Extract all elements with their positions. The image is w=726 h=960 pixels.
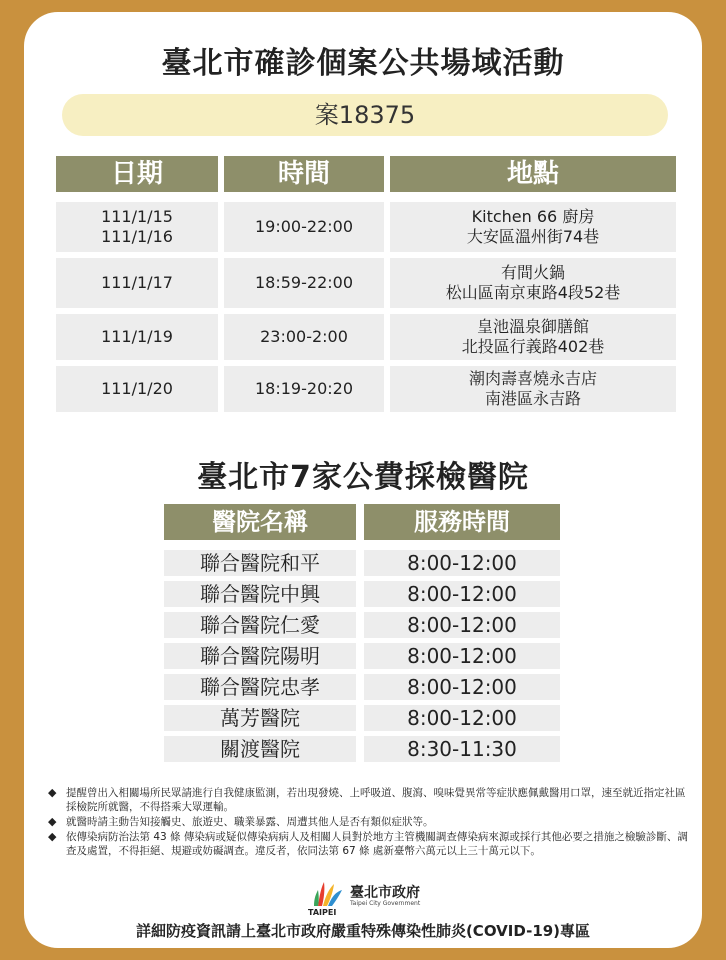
hospital-name-cell: 關渡醫院 [164,736,356,762]
hospital-name-cell: 萬芳醫院 [164,705,356,731]
table-row-date: 111/1/17 [56,258,218,308]
note-text: 提醒曾出入相關場所民眾請進行自我健康監測，若出現發燒、上呼吸道、腹瀉、嗅味覺異常等症狀應佩戴醫用口罩，速至就近指定社區採檢院所就醫，不得搭乘大眾運輸。 [66,787,686,813]
page-title: 臺北市確診個案公共場域活動 [161,46,565,81]
service-hours-cell: 8:00-12:00 [364,612,560,638]
place-address: 南港區永吉路 [484,389,581,408]
hospital-name-cell: 聯合醫院陽明 [164,643,356,669]
hospital-name-cell: 聯合醫院中興 [164,581,356,607]
header-date: 日期 [56,156,218,192]
hospital-name-cell: 聯合醫院忠孝 [164,674,356,700]
place-address: 松山區南京東路4段52巷 [445,283,621,302]
place-name: 潮肉壽喜燒永吉店 [468,369,597,388]
note-item [48,830,688,858]
footer-text: 詳細防疫資訊請上臺北市政府嚴重特殊傳染性肺炎(COVID-19)專區 [135,922,591,940]
table-row-time: 19:00-22:00 [224,202,384,252]
date-line: 111/1/16 [101,227,173,246]
table-row-place [390,258,676,308]
hospital-name-cell: 聯合醫院和平 [164,550,356,576]
info-card [24,12,702,948]
service-hours-cell: 8:00-12:00 [364,674,560,700]
logo-cn-text: 臺北市政府 [350,885,420,901]
header-service-hours: 服務時間 [364,504,560,540]
diamond-bullet-icon: ◆ [48,786,57,799]
logo-mark-text: TAIPEI [308,908,337,917]
service-hours-cell: 8:00-12:00 [364,581,560,607]
note-item [48,786,688,814]
date-line: 111/1/15 [101,207,173,226]
table-row-date: 111/1/20 [56,366,218,412]
place-name: 有間火鍋 [500,263,565,282]
table-row-place [390,366,676,412]
diamond-bullet-icon: ◆ [48,830,57,843]
table-row-time: 18:19-20:20 [224,366,384,412]
logo-en-text: Taipei City Government [350,900,421,907]
service-hours-cell: 8:00-12:00 [364,705,560,731]
header-hospital-name: 醫院名稱 [164,504,356,540]
table-row-place [390,314,676,360]
table-row-date [56,202,218,252]
hospital-name-cell: 聯合醫院仁愛 [164,612,356,638]
table-row-time: 18:59-22:00 [224,258,384,308]
hospital-section-title: 臺北市7家公費採檢醫院 [197,460,529,495]
place-address: 大安區溫州街74巷 [466,227,600,246]
diamond-bullet-icon: ◆ [48,815,57,828]
table-row-time: 23:00-2:00 [224,314,384,360]
place-name: Kitchen 66 廚房 [471,207,595,226]
case-id-badge: 案18375 [62,94,668,136]
place-name: 皇池溫泉御膳館 [476,317,589,336]
table-row-place [390,202,676,252]
header-place: 地點 [390,156,676,192]
taipei-logo [308,878,438,918]
notes-list [48,786,688,859]
note-item [48,815,688,829]
service-hours-cell: 8:00-12:00 [364,643,560,669]
table-row-date: 111/1/19 [56,314,218,360]
service-hours-cell: 8:00-12:00 [364,550,560,576]
header-time: 時間 [224,156,384,192]
service-hours-cell: 8:30-11:30 [364,736,560,762]
note-text: 就醫時請主動告知接觸史、旅遊史、職業暴露、周遭其他人是否有類似症狀等。 [66,816,434,828]
place-address: 北投區行義路402巷 [461,337,605,356]
note-text: 依傳染病防治法第 43 條 傳染病或疑似傳染病病人及相關人員對於地方主管機關調查傳染病來源或採行其他必要之措施之檢驗診斷、調查及處置，不得拒絕、規避或妨礙調查。違反者，依同法第 67 條 處新臺幣六萬元以上三十萬元以下。 [66,831,688,857]
